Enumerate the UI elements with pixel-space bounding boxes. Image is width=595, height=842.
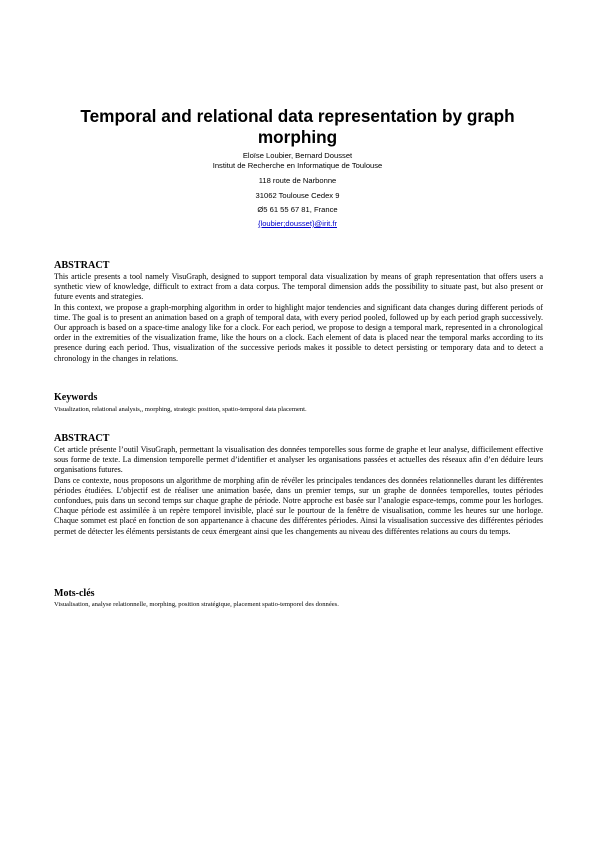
address-line-2: 31062 Toulouse Cedex 9 [255, 191, 340, 200]
abstract-en-body [54, 272, 543, 364]
abstract-fr-body [54, 445, 543, 537]
affiliation: Institut de Recherche en Informatique de Toulouse [212, 161, 383, 170]
abstract-en-heading: ABSTRACT [54, 260, 110, 271]
abstract-en-paragraph-1: This article presents a tool namely VisuGraph, designed to support temporal data visualization by means of graph representation that offers users a synthetic view of knowledge, difficult to extract from a data corpus. The temporal dimension adds the possibility to situate past, but also present or future events and strategies. [54, 272, 543, 302]
keywords-fr-heading: Mots-clés [54, 588, 95, 599]
email-link[interactable]: {loubier;dousset}@irit.fr [257, 219, 338, 228]
abstract-en-paragraph-2: In this context, we propose a graph-morphing algorithm in order to highlight major tendencies and significant data changes during different periods of time. The goal is to present an animation based on a graph of temporal data, with every period pooled, followed up by each period graph successively. Our approach is based on a space-time analogy like for a clock. For each period, we propose to design a temporal mark, represented in a chronological order in the extremities of the visualization frame, like the hours on a clock. Each element of data is placed near the temporal marks according to its presence during each period. Thus, visualization of the successive periods makes it possible to detect persisting or temporary data and to detect a chronology in the changes in relations. [54, 302, 543, 363]
abstract-fr-paragraph-1: Cet article présente l’outil VisuGraph, permettant la visualisation des données temporelles sous forme de graphe et leur analyse, difficilement effective sous forme de texte. La dimension temporelle permet d’identifier et analyser les organisations passées et actuelles des réseaux afin d’en déduire leurs organisations futures. [54, 445, 543, 475]
abstract-fr-paragraph-2: Dans ce contexte, nous proposons un algorithme de morphing afin de révéler les principales tendances des données relationnelles durant les différentes périodes étudiées. L’objectif est de réaliser une animation basée, dans un premier temps, sur un graphe de données temporelles, toutes périodes confondues, puis dans un second temps sur chaque graphe de période. Notre approche est basée sur l’analogie espace-temps, comme pour les horloges. Chaque période est assimilée à un repère temporel invisible, placé sur le pourtour de la fenêtre de visualisation, comme les heures sur une horloge. Chaque sommet est placé en fonction de son appartenance à chacune des différentes périodes. Ainsi la visualisation successive des différentes périodes permet de détecter les éléments persistants de ceux émergeant ainsi que les changements au niveau des différentes relations au cours du temps. [54, 475, 543, 536]
author-names: Eloïse Loubier, Bernard Dousset [242, 151, 353, 160]
address-line-1: 118 route de Narbonne [258, 176, 337, 185]
abstract-fr-heading: ABSTRACT [54, 433, 110, 444]
paper-title: Temporal and relational data representation by graph morphing [80, 106, 515, 147]
keywords-en-text: Visualization, relational analysis,, morphing, strategic position, spatio-temporal data placement. [54, 406, 307, 413]
email-line [100, 219, 495, 229]
author-block [100, 151, 495, 171]
phone-line: Ø5 61 55 67 81, France [257, 205, 338, 214]
keywords-en-heading: Keywords [54, 392, 98, 403]
keywords-fr-text: Visualisation, analyse relationnelle, morphing, position stratégique, placement spatio-temporel des données. [54, 601, 339, 608]
